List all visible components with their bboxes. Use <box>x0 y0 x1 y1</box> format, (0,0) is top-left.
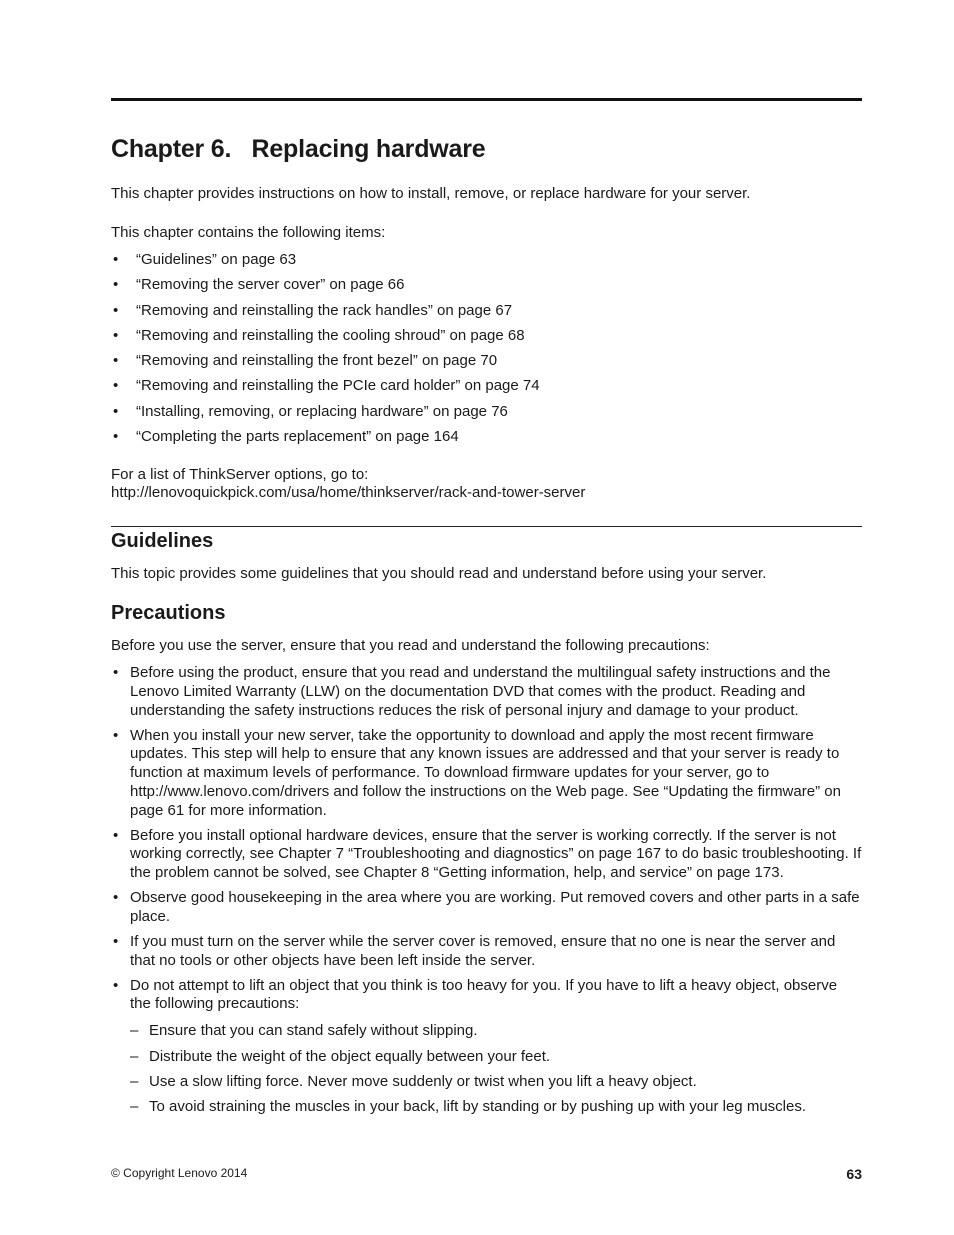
precaution-item: • When you install your new server, take the opportunity to download and apply the most recent firmware updates. This step will help to ensure that any known issues are addressed and that your server is ready to function at maximum levels of performance. To download firmware updates for your server, go to http://www.lenovo.com/drivers and follow the instructions on the Web page. See “Updating the firmware” on page 61 for more information. <box>113 726 841 819</box>
chapter-intro: This chapter provides instructions on how to install, remove, or replace hardware for your server. <box>111 185 751 202</box>
section-rule <box>111 526 862 527</box>
copyright-notice: © Copyright Lenovo 2014 <box>111 1166 248 1180</box>
precaution-item: • Before using the product, ensure that you read and understand the multilingual safety instructions and the Lenovo Limited Warranty (LLW) on the documentation DVD that comes with the product. Reading and understanding the safety instructions reduces the risk of personal injury and damage to your product. <box>113 664 831 719</box>
precaution-item: • Observe good housekeeping in the area where you are working. Put removed covers and other parts in a safe place. <box>113 889 860 925</box>
lifting-item: – Ensure that you can stand safely without slipping. <box>130 1022 478 1040</box>
options-text: For a list of ThinkServer options, go to: <box>111 466 369 483</box>
toc-item[interactable]: • “Completing the parts replacement” on page 164 <box>113 428 459 446</box>
precautions-intro: Before you use the server, ensure that you read and understand the following precautions: <box>111 637 710 654</box>
guidelines-heading: Guidelines <box>111 530 214 552</box>
page-number: 63 <box>846 1166 862 1182</box>
precautions-list <box>111 664 862 1130</box>
lifting-item: – Distribute the weight of the object equally between your feet. <box>130 1047 551 1065</box>
toc-item[interactable]: • “Removing the server cover” on page 66 <box>113 276 405 294</box>
chapter-contents-list <box>111 250 862 452</box>
chapter-rule <box>111 98 862 101</box>
lifting-precautions-list <box>130 1022 862 1123</box>
toc-item[interactable]: • “Guidelines” on page 63 <box>113 251 297 268</box>
toc-item[interactable]: • “Removing and reinstalling the cooling shroud” on page 68 <box>113 326 525 344</box>
toc-item[interactable]: • “Removing and reinstalling the rack handles” on page 67 <box>113 301 513 319</box>
contents-label: This chapter contains the following items: <box>111 224 386 241</box>
toc-item[interactable]: • “Removing and reinstalling the PCIe card holder” on page 74 <box>113 377 540 395</box>
precaution-item: • Before you install optional hardware devices, ensure that the server is working correctly. If the server is not working correctly, see Chapter 7 “Troubleshooting and diagnostics” on page 167 to do basic troubleshooting. If the problem cannot be solved, see Chapter 8 “Getting information, help, and service” on page 173. <box>113 826 862 882</box>
precaution-item: • If you must turn on the server while the server cover is removed, ensure that no one is near the server and that no tools or other objects have been left inside the server. <box>113 932 836 969</box>
toc-item[interactable]: • “Removing and reinstalling the front bezel” on page 70 <box>113 352 498 370</box>
lifting-item: – To avoid straining the muscles in your back, lift by standing or by pushing up with your leg muscles. <box>130 1098 806 1116</box>
options-url-link[interactable]: http://lenovoquickpick.com/usa/home/thinkserver/rack-and-tower-server <box>111 484 586 501</box>
precautions-heading: Precautions <box>111 602 226 624</box>
chapter-title: Chapter 6. Replacing hardware <box>111 135 486 163</box>
lifting-item: – Use a slow lifting force. Never move suddenly or twist when you lift a heavy object. <box>130 1072 697 1090</box>
precaution-item: • Do not attempt to lift an object that you think is too heavy for you. If you have to lift a heavy object, observe the following precautions: – Ensure that you can stand safely without slipping. – Distribute the weight of the object equally between your feet. – Use a slow lifting force. Never move suddenly or twist when you lift a heavy object. – To avoid straining the muscles in your back, lift by standing or by pushing up with your leg muscles. <box>111 977 862 1124</box>
toc-item[interactable]: • “Installing, removing, or replacing hardware” on page 76 <box>113 402 508 420</box>
guidelines-text: This topic provides some guidelines that you should read and understand before using your server. <box>111 565 767 582</box>
